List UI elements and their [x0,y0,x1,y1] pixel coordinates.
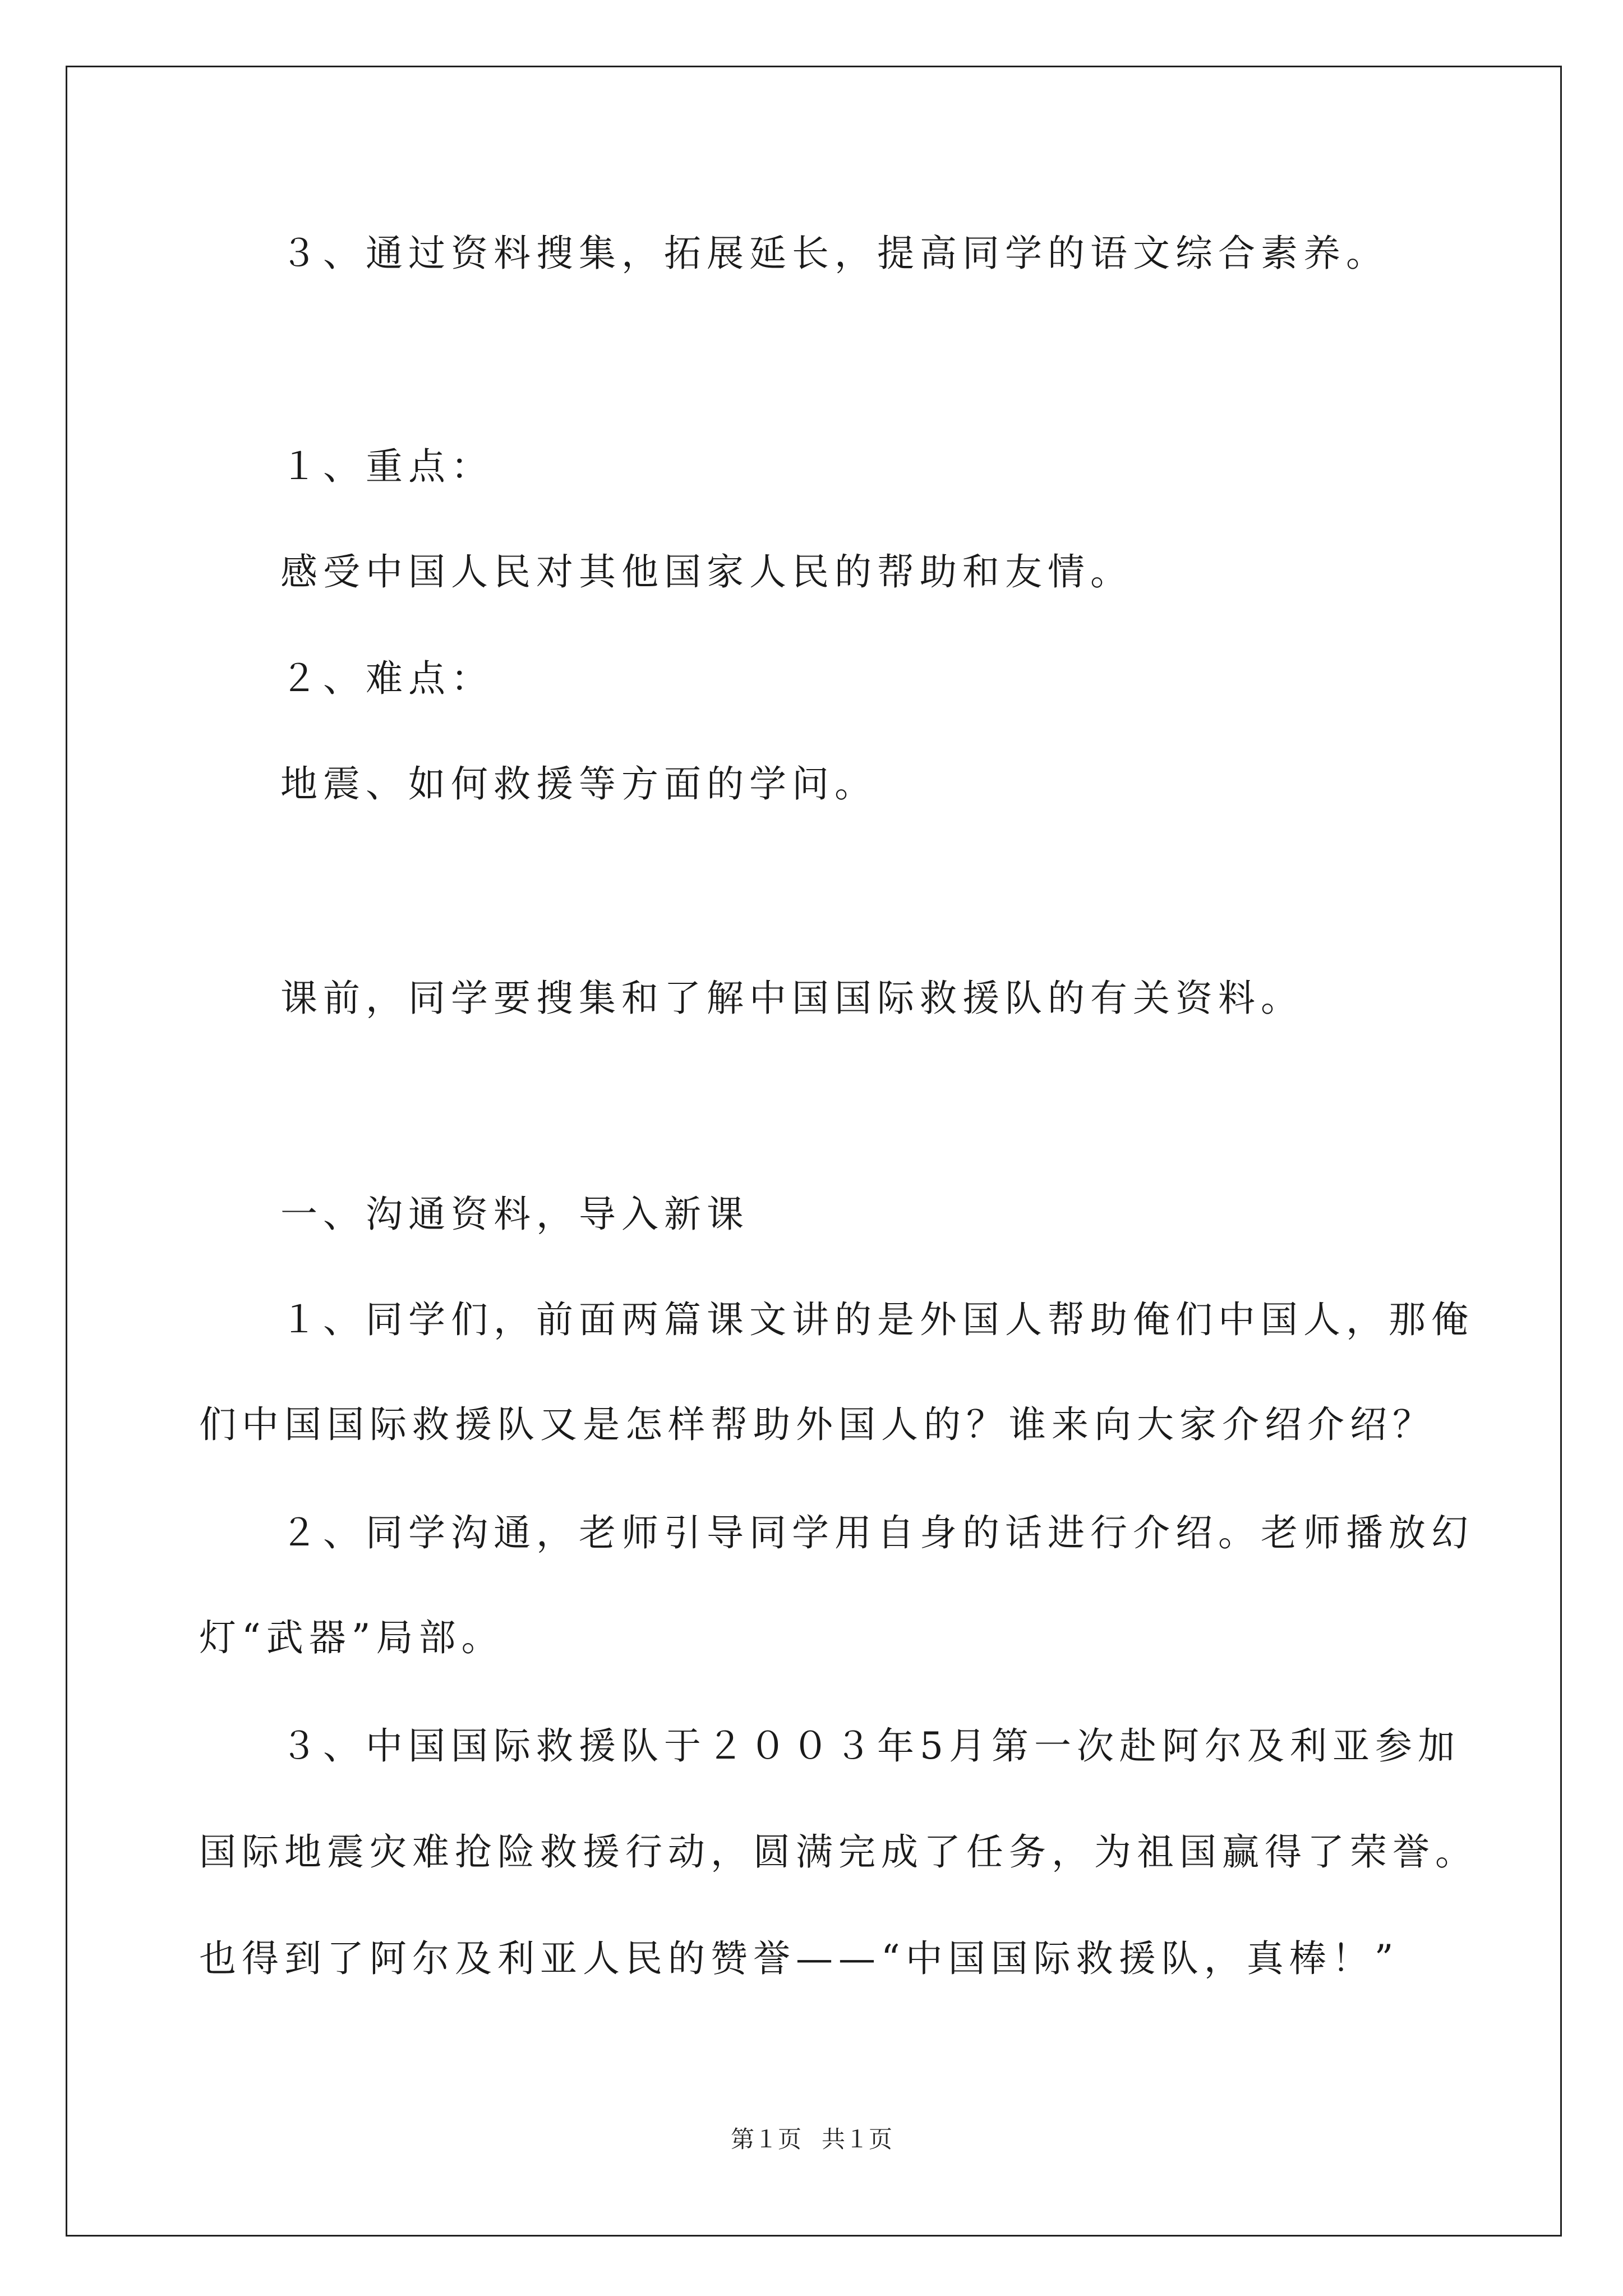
page-footer [0,2126,1623,2154]
step-2-line-1: ２、同学沟通，老师引导同学用自身的话进行介绍。老师播放幻 [280,1511,1474,1554]
preparation-text: 课前，同学要搜集和了解中国国际救援队的有关资料。 [280,977,1303,1020]
page-border [66,66,1562,2237]
step-1-line-2: 们中国国际救援队又是怎样帮助外国人的？谁来向大家介绍介绍？ [199,1403,1435,1446]
step-1-line-1: １、同学们，前面两篇课文讲的是外国人帮助俺们中国人，那俺 [280,1298,1474,1341]
page-number: 第１页 [730,2127,801,2153]
step-3-line-3: 也得到了阿尔及利亚人民的赞誉——“中国国际救援队，真棒！” [199,1937,1399,1980]
difficulty-heading: ２、难点： [280,657,494,700]
section-heading: 一、沟通资料，导入新课 [280,1193,749,1236]
step-3-line-2: 国际地震灾难抢险救援行动，圆满完成了任务，为祖国赢得了荣誉。 [199,1830,1478,1874]
key-point-heading: １、重点： [280,445,494,488]
page-total: 共１页 [822,2127,893,2153]
step-3-line-1: ３、中国国际救援队于２００３年5月第一次赴阿尔及利亚参加 [280,1724,1460,1768]
difficulty-text: 地震、如何救援等方面的学问。 [280,762,877,806]
key-point-text: 感受中国人民对其他国家人民的帮助和友情。 [280,550,1133,593]
goal-3-text: ３、通过资料搜集，拓展延长，提高同学的语文综合素养。 [280,232,1389,275]
step-2-line-2: 灯“武器”局部。 [199,1616,504,1659]
